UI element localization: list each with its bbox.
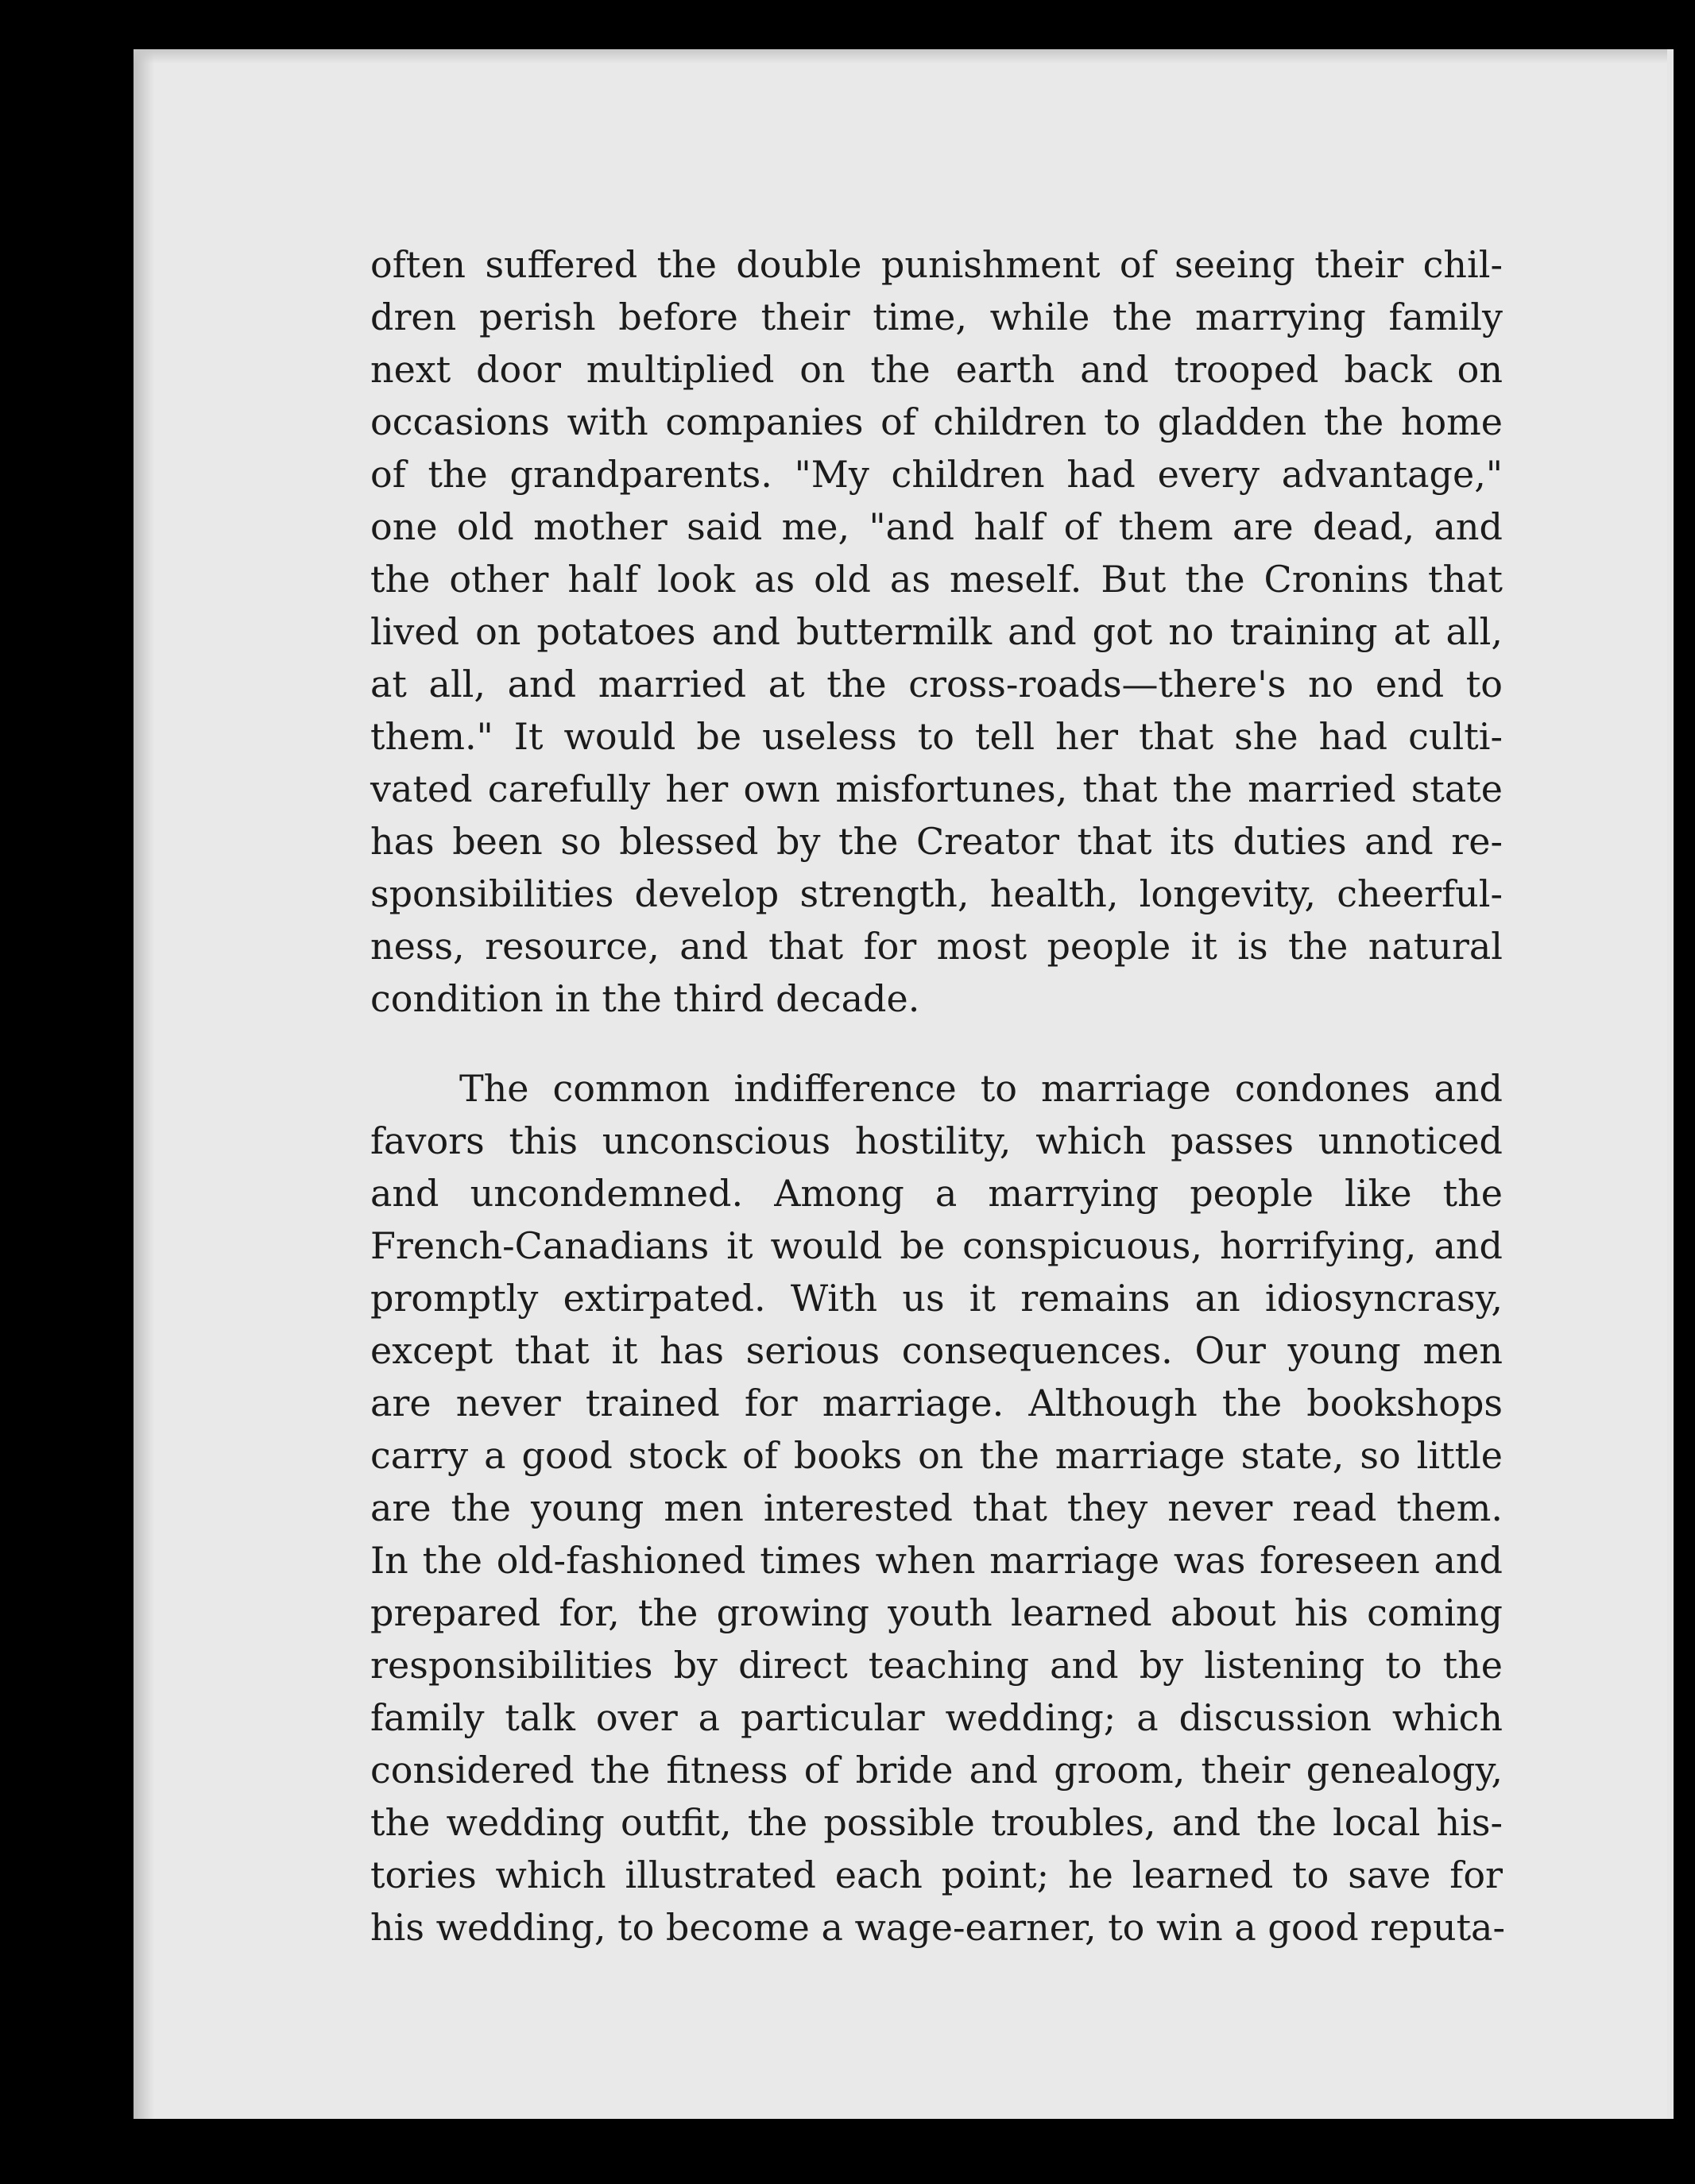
page-top-shadow <box>134 49 1667 64</box>
text-line: carry a good stock of books on the marriage state, so little <box>370 1434 1503 1477</box>
adjacent-page-edge <box>1667 49 1674 2119</box>
text-line: them." It would be useless to tell her that she had culti- <box>370 715 1503 758</box>
text-line: family talk over a particular wedding; a discussion which <box>370 1696 1503 1739</box>
text-line: In the old-fashioned times when marriage was foreseen and <box>370 1539 1503 1582</box>
text-line: at all, and married at the cross-roads—there's no end to <box>370 663 1503 705</box>
text-line: his wedding, to become a wage-earner, to win a good reputa- <box>370 1906 1506 1949</box>
text-line: next door multiplied on the earth and trooped back on <box>370 348 1503 391</box>
page-left-shadow <box>134 49 154 2119</box>
text-line: the other half look as old as meself. But the Cronins that <box>370 558 1503 601</box>
text-line: condition in the third decade. <box>370 977 920 1020</box>
text-line: responsibilities by direct teaching and by listening to the <box>370 1644 1503 1687</box>
text-line: considered the fitness of bride and groom, their genealogy, <box>370 1749 1503 1792</box>
text-line: except that it has serious consequences. Our young men <box>370 1329 1503 1372</box>
text-line: occasions with companies of children to gladden the home <box>370 400 1503 443</box>
text-line: sponsibilities develop strength, health, longevity, cheerful- <box>370 872 1503 915</box>
text-line: are the young men interested that they never read them. <box>370 1486 1503 1529</box>
text-line: the wedding outfit, the possible troubles, and the local his- <box>370 1801 1503 1844</box>
paragraph-2 <box>370 1062 1506 1954</box>
text-line: tories which illustrated each point; he learned to save for <box>370 1854 1503 1896</box>
text-line: The common indifference to marriage condones and <box>459 1067 1503 1110</box>
text-line: favors this unconscious hostility, which passes unnoticed <box>370 1119 1503 1162</box>
text-line: are never trained for marriage. Although the bookshops <box>370 1382 1503 1424</box>
text-line: lived on potatoes and buttermilk and got no training at all, <box>370 610 1503 653</box>
text-line: has been so blessed by the Creator that its duties and re- <box>370 820 1503 863</box>
text-line: prepared for, the growing youth learned about his coming <box>370 1591 1503 1634</box>
text-line: dren perish before their time, while the marrying family <box>370 296 1503 338</box>
paragraph-1 <box>370 238 1503 1025</box>
text-line: one old mother said me, "and half of them are dead, and <box>370 505 1503 548</box>
text-line: ness, resource, and that for most people it is the natural <box>370 925 1503 968</box>
text-line: vated carefully her own misfortunes, that the married state <box>370 767 1503 810</box>
text-line: often suffered the double punishment of seeing their chil- <box>370 243 1503 286</box>
text-line: and uncondemned. Among a marrying people like the <box>370 1172 1503 1215</box>
text-line: French-Canadians it would be conspicuous, horrifying, and <box>370 1224 1503 1267</box>
text-line: promptly extirpated. With us it remains an idiosyncrasy, <box>370 1277 1503 1320</box>
text-line: of the grandparents. "My children had every advantage," <box>370 453 1503 496</box>
